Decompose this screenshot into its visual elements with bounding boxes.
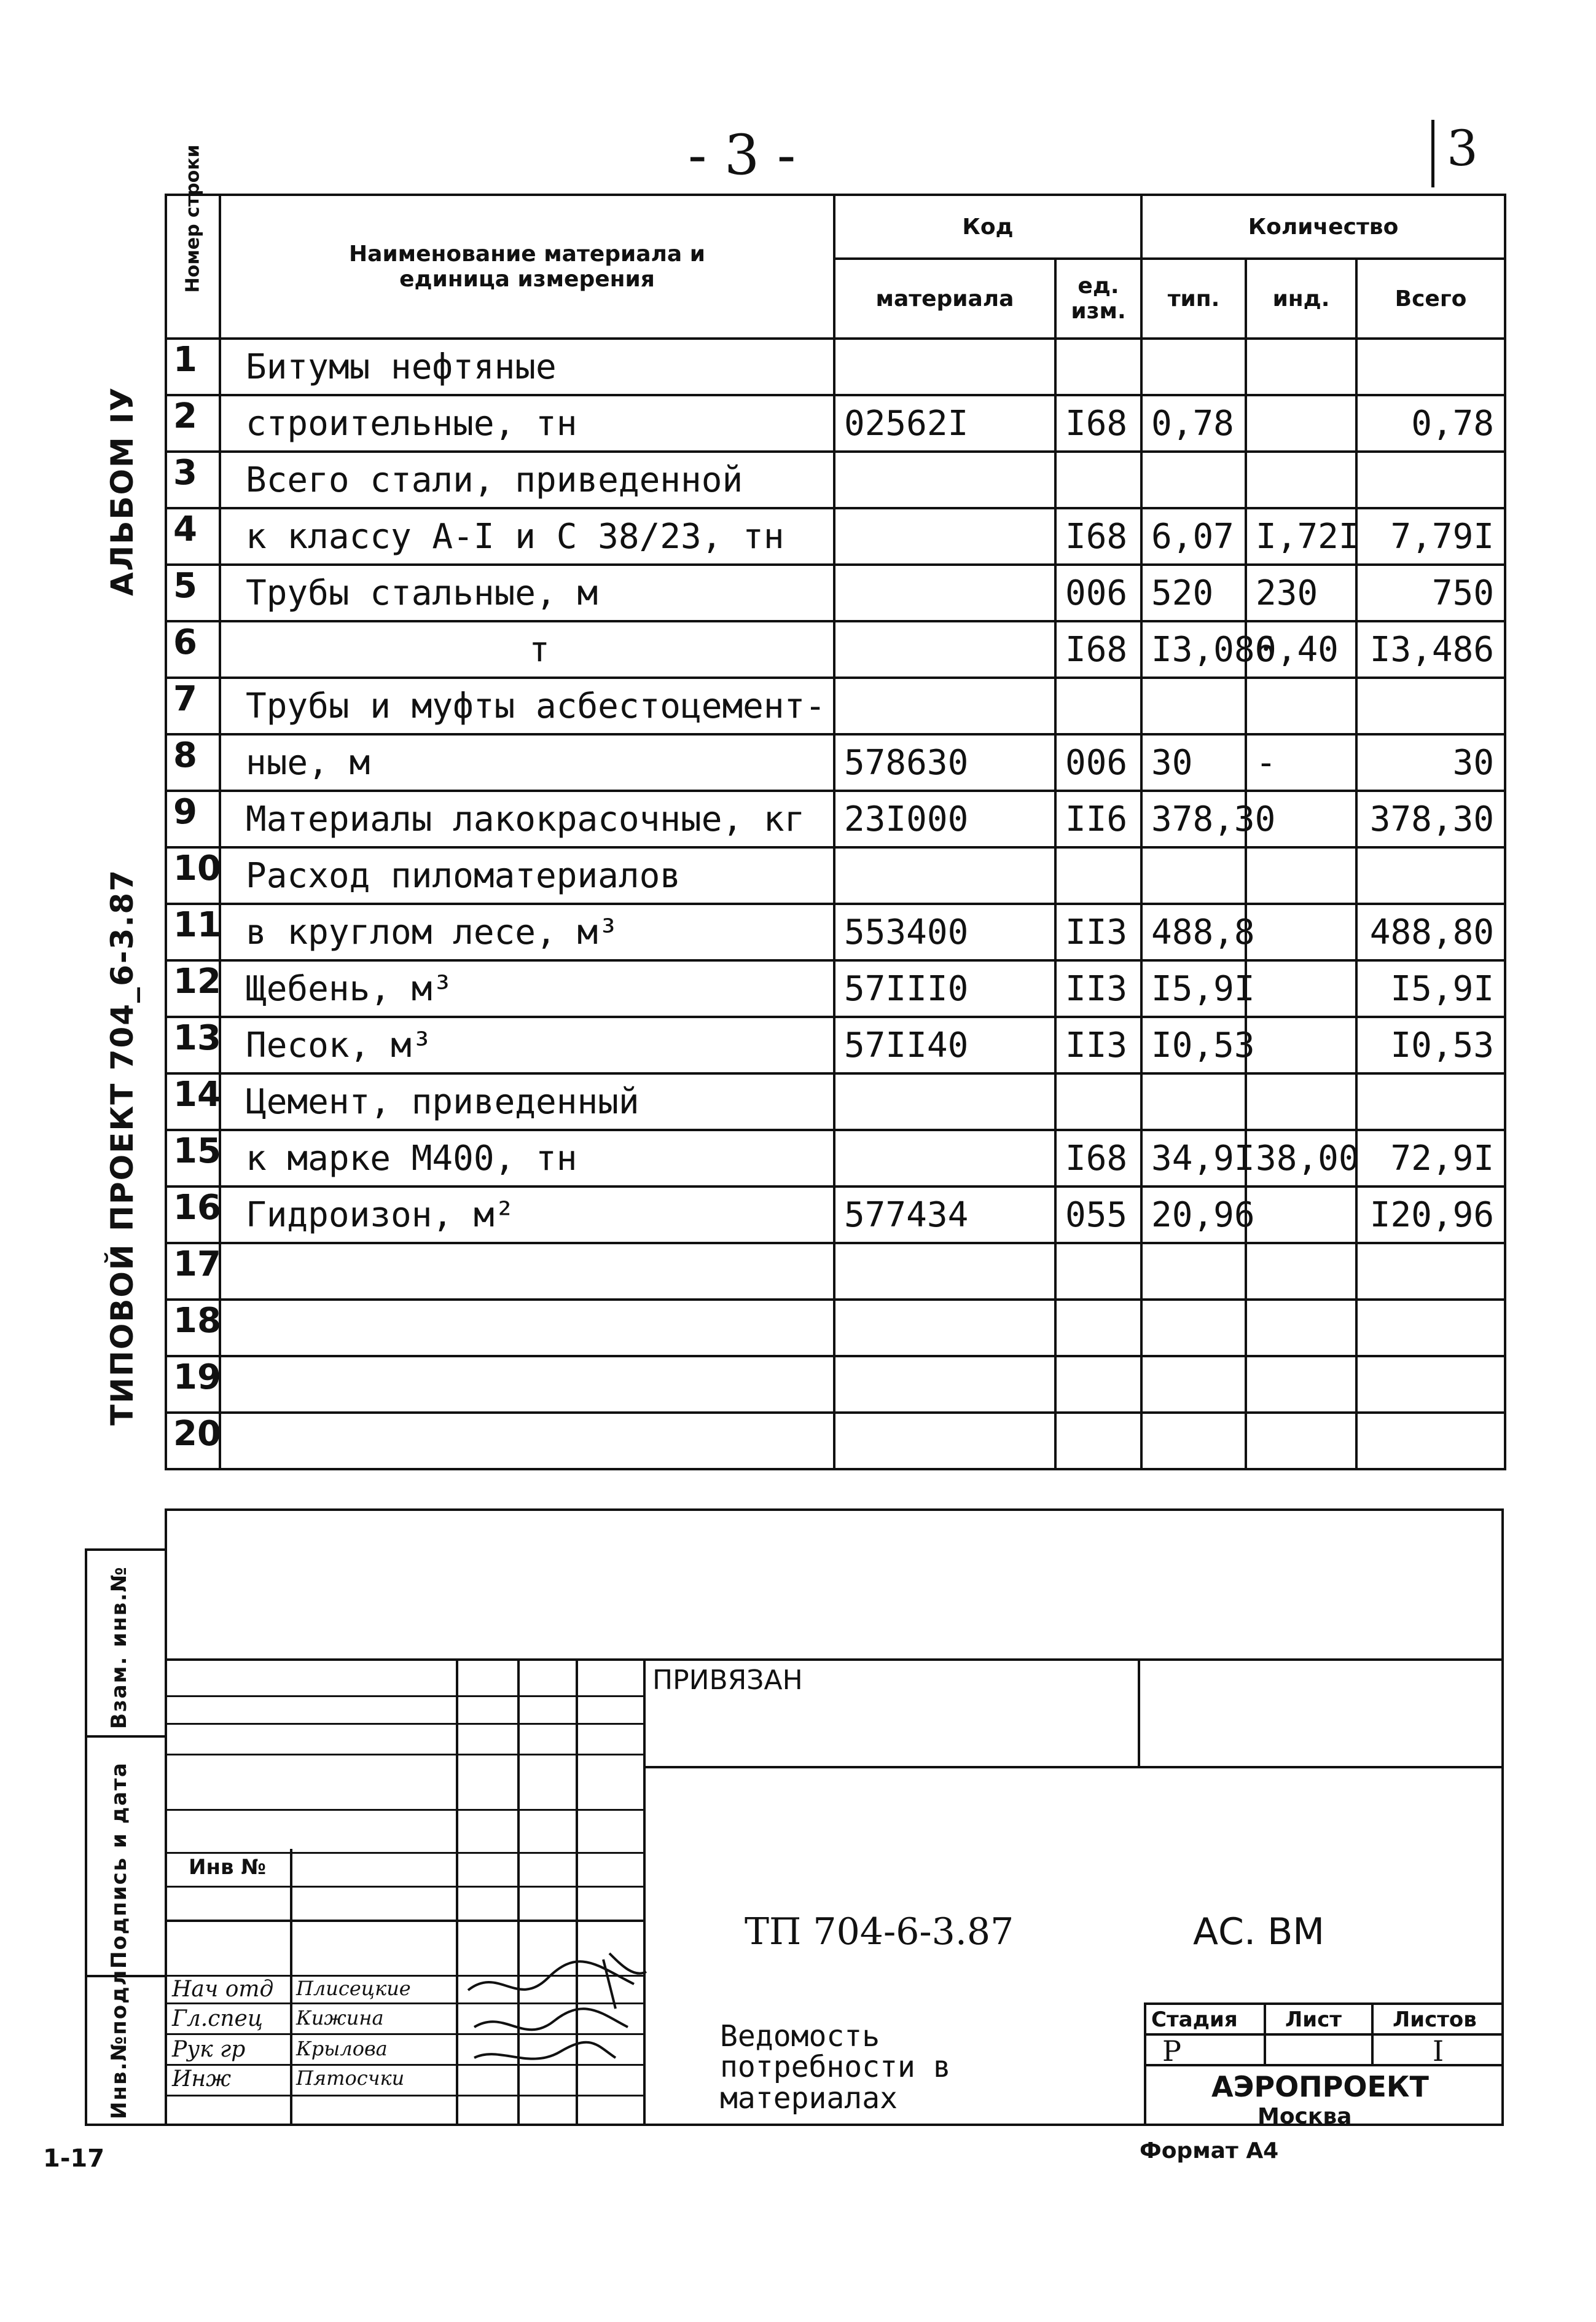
row-name: строительные, тн [220,395,834,452]
row-ind [1246,452,1356,508]
row-unit [1055,339,1141,395]
row-number: 3 [166,452,220,508]
table-row [166,1017,1505,1073]
row-name: Цемент, приведенный [220,1073,834,1130]
row-ind [1246,1413,1356,1469]
table-row [166,1130,1505,1186]
name-1: Плисецкие [296,1977,411,2000]
row-ind: I,72I [1246,508,1356,565]
row-unit [1055,1413,1141,1469]
row-code [834,452,1055,508]
row-unit [1055,1243,1141,1300]
row-name: Всего стали, приведенной [220,452,834,508]
row-number: 18 [166,1300,220,1356]
table-row [166,508,1505,565]
mark: АС. ВМ [1193,1910,1325,1953]
album-label: АЛЬБОМ IУ [104,386,140,596]
inv-label: Инв № [189,1855,267,1880]
row-name: в круглом лесе, м³ [220,904,834,960]
row-typ [1141,1243,1246,1300]
row-code [834,678,1055,734]
row-number: 12 [166,960,220,1017]
row-typ: 6,07 [1141,508,1246,565]
table-row [166,339,1505,395]
row-ind: 230 [1246,565,1356,621]
table-row [166,1243,1505,1300]
row-code: 553400 [834,904,1055,960]
row-ind [1246,1073,1356,1130]
row-name: ные, м [220,734,834,791]
strip-label-signature: Подпись и дата [107,1762,131,1969]
row-unit [1055,452,1141,508]
row-total: 0,78 [1356,395,1505,452]
row-typ [1141,452,1246,508]
row-code: 577434 [834,1186,1055,1243]
table-row [166,565,1505,621]
role-4: Инж [172,2066,232,2092]
table-row [166,791,1505,847]
header-material: материала [834,259,1055,339]
row-unit: II3 [1055,960,1141,1017]
row-ind [1246,1356,1356,1413]
row-number: 7 [166,678,220,734]
row-typ [1141,847,1246,904]
row-name [220,1243,834,1300]
table-row [166,904,1505,960]
row-code: 57III0 [834,960,1055,1017]
row-unit: I68 [1055,1130,1141,1186]
sheet-mark: 3 [1431,120,1478,187]
row-code [834,1130,1055,1186]
row-total: 378,30 [1356,791,1505,847]
strip-label-inv: Инв.№подл. [107,1959,131,2119]
row-total [1356,1073,1505,1130]
row-ind [1246,1017,1356,1073]
row-unit: 006 [1055,565,1141,621]
row-ind [1246,395,1356,452]
privyazan-label: ПРИВЯЗАН [652,1665,803,1696]
row-ind [1246,960,1356,1017]
row-name: т [220,621,834,678]
row-name: Материалы лакокрасочные, кг [220,791,834,847]
row-number: 15 [166,1130,220,1186]
table-row [166,1300,1505,1356]
name-2: Кижина [296,2006,384,2030]
row-total: I20,96 [1356,1186,1505,1243]
row-name: Битумы нефтяные [220,339,834,395]
row-name: к марке М400, тн [220,1130,834,1186]
row-code [834,508,1055,565]
row-code [834,1073,1055,1130]
table-row [166,1413,1505,1469]
role-3: Рук гр [172,2037,246,2062]
role-1: Нач отд [172,1977,274,2002]
row-total [1356,1413,1505,1469]
row-ind: 38,00 [1246,1130,1356,1186]
row-total [1356,847,1505,904]
row-total [1356,339,1505,395]
row-ind [1246,1243,1356,1300]
row-typ [1141,1413,1246,1469]
row-number: 13 [166,1017,220,1073]
row-ind [1246,847,1356,904]
table-row [166,1073,1505,1130]
row-typ: 20,96 [1141,1186,1246,1243]
header-typ: тип. [1141,259,1246,339]
strip-label-replace: Взам. инв.№ [107,1566,131,1729]
row-number: 2 [166,395,220,452]
row-ind [1246,1300,1356,1356]
row-name: Трубы стальные, м [220,565,834,621]
header-name: Наименование материала и единица измерения [220,195,834,339]
footer-format: Формат А4 [1140,2138,1279,2163]
signature-scribbles [462,1941,646,2101]
row-total: 30 [1356,734,1505,791]
materials-table [165,144,1506,1470]
row-total: 72,9I [1356,1130,1505,1186]
row-total: I3,486 [1356,621,1505,678]
sheet-label: Лист [1285,2007,1342,2032]
row-typ: I3,086 [1141,621,1246,678]
table-row [166,621,1505,678]
row-typ [1141,1300,1246,1356]
row-number: 17 [166,1243,220,1300]
row-name: Гидроизон, м² [220,1186,834,1243]
row-unit [1055,1356,1141,1413]
row-code [834,1243,1055,1300]
row-typ [1141,1073,1246,1130]
row-typ [1141,339,1246,395]
table-row [166,734,1505,791]
row-code [834,1413,1055,1469]
row-typ: I5,9I [1141,960,1246,1017]
header-total: Всего [1356,259,1505,339]
row-name: Трубы и муфты асбестоцемент- [220,678,834,734]
row-number: 10 [166,847,220,904]
page-number: - 3 - [688,123,796,187]
project-label: ТИПОВОЙ ПРОЕКТ 704_6-3.87 [104,869,140,1426]
row-total [1356,452,1505,508]
org-name: АЭРОПРОЕКТ [1211,2070,1429,2103]
row-name [220,1300,834,1356]
row-code [834,621,1055,678]
row-unit: I68 [1055,508,1141,565]
row-name: Щебень, м³ [220,960,834,1017]
row-number: 4 [166,508,220,565]
row-code: 02562I [834,395,1055,452]
name-3: Крылова [296,2037,388,2060]
row-unit [1055,847,1141,904]
row-name: к классу А-I и С 38/23, тн [220,508,834,565]
header-unit: ед. изм. [1055,259,1141,339]
row-unit: I68 [1055,395,1141,452]
header-quantity: Количество [1141,195,1505,259]
stamp-left-strip [85,1548,165,2126]
row-total [1356,1356,1505,1413]
row-number: 16 [166,1186,220,1243]
row-code [834,565,1055,621]
table-row [166,847,1505,904]
row-ind: 0,40 [1246,621,1356,678]
row-code: 23I000 [834,791,1055,847]
stage-value: Р [1162,2034,1181,2068]
row-number: 5 [166,565,220,621]
table-row [166,960,1505,1017]
row-total [1356,678,1505,734]
title-block [165,1508,1504,2129]
row-ind [1246,339,1356,395]
row-code [834,1300,1055,1356]
row-code [834,847,1055,904]
header-row-num: Номер строки [166,195,220,339]
row-ind: - [1246,734,1356,791]
row-code: 578630 [834,734,1055,791]
row-number: 14 [166,1073,220,1130]
table-row [166,395,1505,452]
org-city: Москва [1258,2104,1352,2129]
header-code: Код [834,195,1141,259]
row-code [834,1356,1055,1413]
sheets-label: Листов [1393,2007,1477,2032]
footer-left: 1-17 [43,2144,105,2173]
row-total [1356,1300,1505,1356]
row-total: 488,80 [1356,904,1505,960]
row-typ: 378,30 [1141,791,1246,847]
header-ind: инд. [1246,259,1356,339]
table-row [166,1186,1505,1243]
row-unit [1055,678,1141,734]
table-row [166,1356,1505,1413]
row-typ [1141,1356,1246,1413]
row-unit: II3 [1055,1017,1141,1073]
row-typ [1141,678,1246,734]
row-number: 9 [166,791,220,847]
row-code: 57II40 [834,1017,1055,1073]
row-number: 11 [166,904,220,960]
row-typ: 34,9I [1141,1130,1246,1186]
row-total [1356,1243,1505,1300]
row-unit: II3 [1055,904,1141,960]
row-total: I0,53 [1356,1017,1505,1073]
sheets-value: I [1433,2034,1444,2068]
row-name [220,1413,834,1469]
stage-label: Стадия [1151,2007,1238,2032]
row-name: Песок, м³ [220,1017,834,1073]
doc-title: Ведомость потребности в материалах [720,2019,951,2116]
table-row [166,452,1505,508]
row-typ: 488,8 [1141,904,1246,960]
name-4: Пятосчки [296,2066,405,2090]
row-total: 7,79I [1356,508,1505,565]
row-ind [1246,678,1356,734]
row-name [220,1356,834,1413]
role-2: Гл.спец [172,2006,263,2031]
row-unit: I68 [1055,621,1141,678]
row-unit: 055 [1055,1186,1141,1243]
row-unit: II6 [1055,791,1141,847]
row-number: 1 [166,339,220,395]
row-number: 6 [166,621,220,678]
row-total: I5,9I [1356,960,1505,1017]
row-number: 8 [166,734,220,791]
row-typ: 520 [1141,565,1246,621]
row-typ: I0,53 [1141,1017,1246,1073]
row-unit [1055,1073,1141,1130]
table-row [166,678,1505,734]
row-unit: 006 [1055,734,1141,791]
row-ind [1246,904,1356,960]
row-number: 20 [166,1413,220,1469]
row-typ: 30 [1141,734,1246,791]
row-typ: 0,78 [1141,395,1246,452]
row-ind [1246,1186,1356,1243]
row-unit [1055,1300,1141,1356]
row-number: 19 [166,1356,220,1413]
row-code [834,339,1055,395]
designation: ТП 704-6-3.87 [745,1910,1014,1953]
row-total: 750 [1356,565,1505,621]
row-name: Расход пиломатериалов [220,847,834,904]
